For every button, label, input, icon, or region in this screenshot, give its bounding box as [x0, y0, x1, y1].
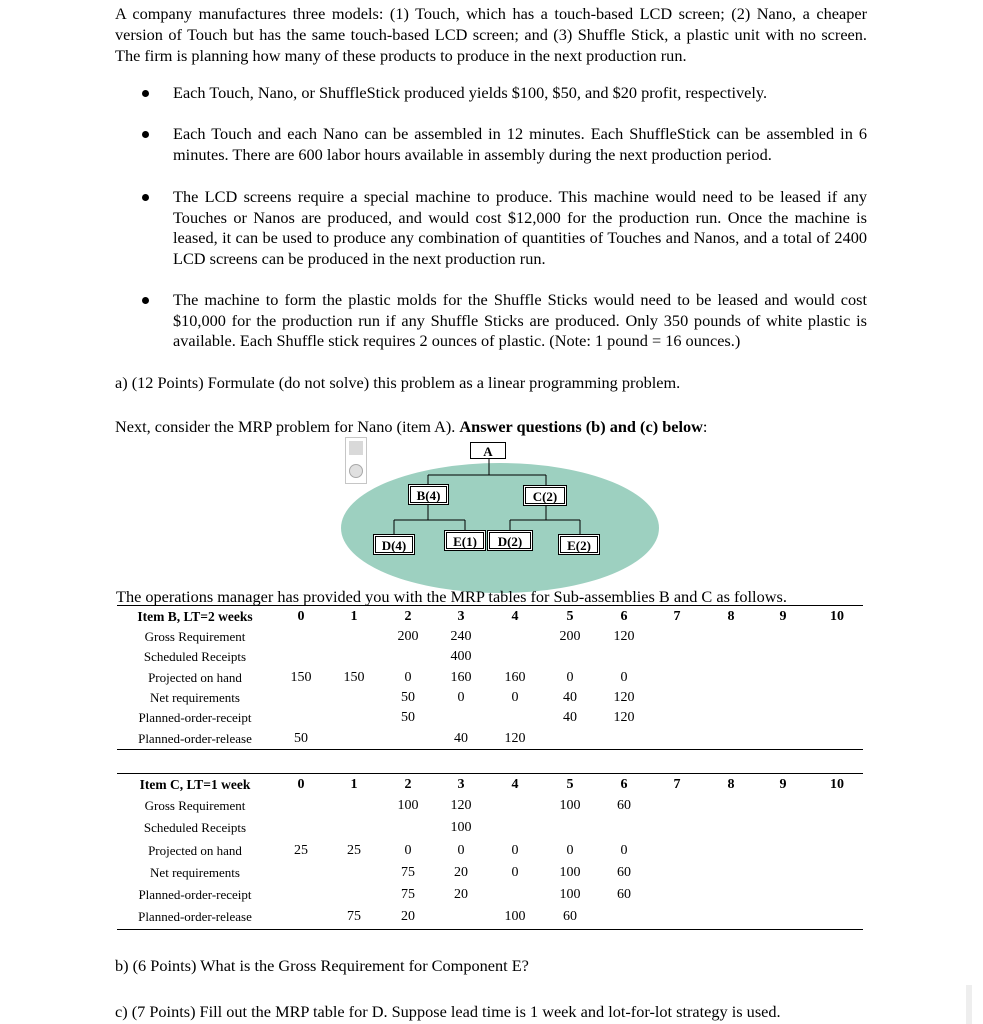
- table-c-cell: 100: [397, 798, 419, 813]
- question-b: b) (6 Points) What is the Gross Requirement for Component E?: [115, 956, 529, 975]
- table-c-cell: 60: [617, 798, 631, 813]
- table-c-cell: 75: [401, 887, 415, 902]
- table-b-period-header: 1: [350, 609, 358, 624]
- table-b-cell: 120: [504, 731, 526, 746]
- table-c-cell: 100: [559, 887, 581, 902]
- table-b-period-header: 4: [511, 609, 519, 624]
- table-c-cell: 100: [559, 798, 581, 813]
- table-c-cell: 75: [347, 909, 361, 924]
- table-b-row-label: Net requirements: [150, 690, 240, 705]
- table-b-period-header: 3: [457, 609, 465, 624]
- tree-node-c: C(2): [525, 487, 565, 504]
- table-c-period-header: 10: [830, 777, 844, 792]
- table-b-title: Item B, LT=2 weeks: [137, 609, 253, 624]
- table-b-period-header: 6: [620, 609, 628, 624]
- table-c-period-header: 1: [350, 777, 358, 792]
- table-c-cell: 75: [401, 865, 415, 880]
- table-c-cell: 20: [454, 887, 468, 902]
- table-c-row-label: Gross Requirement: [144, 798, 246, 813]
- table-c-cell: 25: [347, 843, 361, 858]
- table-c-bottom-rule: [117, 929, 863, 930]
- tree-node-a: A: [470, 442, 506, 459]
- table-c-cell: 0: [404, 843, 412, 858]
- bullet-assembly-time: Each Touch and each Nano can be assembled in 12 minutes. Each ShuffleStick can be assembled in 6 minutes. There are 600 labor hours available in assembly during the next production period.: [173, 124, 867, 164]
- table-c-top-rule: [117, 773, 863, 774]
- table-c-cell: 0: [457, 843, 465, 858]
- table-c-cell: 0: [511, 865, 519, 880]
- table-c-title: Item C, LT=1 week: [139, 777, 251, 792]
- table-b-cell: 120: [613, 690, 635, 705]
- intro-paragraph: A company manufactures three models: (1) Touch, which has a touch-based LCD screen; (2) Nano, a cheaper version of Touch but has the same touch-based LCD screen; and (3) Shuffle Stick, a plastic unit with no screen. The firm is planning how many of these products to produce in the next production run.: [115, 4, 867, 65]
- table-c-cell: 20: [454, 865, 468, 880]
- table-b-cell: 0: [620, 670, 628, 685]
- table-b-cell: 0: [511, 690, 519, 705]
- table-c-cell: 20: [401, 909, 415, 924]
- table-b-period-header: 0: [297, 609, 305, 624]
- table-b-row-label: Scheduled Receipts: [143, 649, 247, 664]
- table-b-cell: 50: [401, 710, 415, 725]
- tree-node-d2: D(2): [489, 532, 531, 549]
- table-c-cell: 60: [617, 887, 631, 902]
- table-c-cell: 60: [563, 909, 577, 924]
- mrp-intro-text: Next, consider the MRP problem for Nano (item A).: [115, 417, 460, 436]
- table-b-cell: 120: [613, 629, 635, 644]
- table-b-row-label: Planned-order-receipt: [138, 710, 252, 725]
- table-b-period-header: 10: [830, 609, 844, 624]
- table-b-period-header: 5: [566, 609, 574, 624]
- table-c-row-label: Projected on hand: [148, 843, 242, 858]
- table-c-cell: 100: [559, 865, 581, 880]
- table-b-cell: 400: [450, 649, 472, 664]
- table-c-row-label: Planned-order-release: [138, 909, 252, 924]
- question-c: c) (7 Points) Fill out the MRP table for D. Suppose lead time is 1 week and lot-for-lot strategy is used.: [115, 1002, 781, 1021]
- table-c-period-header: 4: [511, 777, 519, 792]
- table-b-bottom-rule: [117, 749, 863, 750]
- table-c-period-header: 5: [566, 777, 574, 792]
- table-b-cell: 50: [401, 690, 415, 705]
- table-c-period-header: 8: [727, 777, 735, 792]
- table-b-period-header: 9: [779, 609, 787, 624]
- table-b-period-header: 8: [727, 609, 735, 624]
- table-c-period-header: 0: [297, 777, 305, 792]
- table-c-row-label: Scheduled Receipts: [143, 820, 247, 835]
- table-b-cell: 40: [563, 710, 577, 725]
- table-b-cell: 160: [450, 670, 472, 685]
- table-c-period-header: 6: [620, 777, 628, 792]
- table-c-cell: 60: [617, 865, 631, 880]
- table-b-top-rule: [117, 605, 863, 606]
- tree-node-b: B(4): [410, 486, 447, 503]
- table-b-cell: 150: [343, 670, 365, 685]
- bullet-profit: Each Touch, Nano, or ShuffleStick produced yields $100, $50, and $20 profit, respectively.: [173, 83, 768, 102]
- mrp-intro-emphasis: Answer questions (b) and (c) below: [459, 417, 703, 436]
- table-b-cell: 0: [457, 690, 465, 705]
- table-c-cell: 100: [504, 909, 526, 924]
- table-c-period-header: 9: [779, 777, 787, 792]
- question-a: a) (12 Points) Formulate (do not solve) this problem as a linear programming problem.: [115, 373, 681, 392]
- table-c-cell: 0: [511, 843, 519, 858]
- table-b-cell: 200: [559, 629, 581, 644]
- scrollbar[interactable]: [966, 985, 972, 1024]
- table-b-cell: 160: [504, 670, 526, 685]
- table-c-period-header: 7: [673, 777, 681, 792]
- table-b-cell: 200: [397, 629, 419, 644]
- table-b-row-label: Gross Requirement: [144, 629, 246, 644]
- table-c-cell: 25: [294, 843, 308, 858]
- table-c-cell: 120: [450, 798, 472, 813]
- table-b-row-label: Planned-order-release: [138, 731, 252, 746]
- table-b-cell: 50: [294, 731, 308, 746]
- tree-node-e2: E(2): [560, 536, 598, 553]
- table-c-cell: 100: [450, 820, 472, 835]
- tables-intro: The operations manager has provided you with the MRP tables for Sub-assemblies B and C as follows.: [116, 587, 787, 606]
- table-c-cell: 0: [566, 843, 574, 858]
- table-b-cell: 40: [454, 731, 468, 746]
- table-b-cell: 120: [613, 710, 635, 725]
- table-b-cell: 150: [290, 670, 312, 685]
- tree-node-e1: E(1): [446, 532, 484, 549]
- table-c-row-label: Net requirements: [150, 865, 240, 880]
- table-c-cell: 0: [620, 843, 628, 858]
- table-b-cell: 240: [450, 629, 472, 644]
- table-b-cell: 0: [566, 670, 574, 685]
- table-b-row-label: Projected on hand: [148, 670, 242, 685]
- table-c-period-header: 2: [404, 777, 412, 792]
- table-b-period-header: 7: [673, 609, 681, 624]
- table-b-cell: 0: [404, 670, 412, 685]
- bullet-plastic-machine: The machine to form the plastic molds for the Shuffle Sticks would need to be leased and would cost $10,000 for the production run if any Shuffle Sticks are produced. Only 350 pounds of white plastic is available. Each Shuffle stick requires 2 ounces of plastic. (Note: 1 pound = 16 ounces.): [173, 290, 867, 350]
- table-b-cell: 40: [563, 690, 577, 705]
- table-b-period-header: 2: [404, 609, 412, 624]
- tree-node-d4: D(4): [375, 536, 413, 553]
- table-c-period-header: 3: [457, 777, 465, 792]
- table-c-row-label: Planned-order-receipt: [138, 887, 252, 902]
- mrp-intro-colon: :: [702, 417, 708, 436]
- bullet-lcd-machine: The LCD screens require a special machine to produce. This machine would need to be leased if any Touches or Nanos are produced, and would cost $12,000 for the production run. Once the machine is leased, it can be used to produce any combination of quantities of Touches and Nanos, and a total of 2400 LCD screens can be produced in the next production run.: [173, 187, 867, 268]
